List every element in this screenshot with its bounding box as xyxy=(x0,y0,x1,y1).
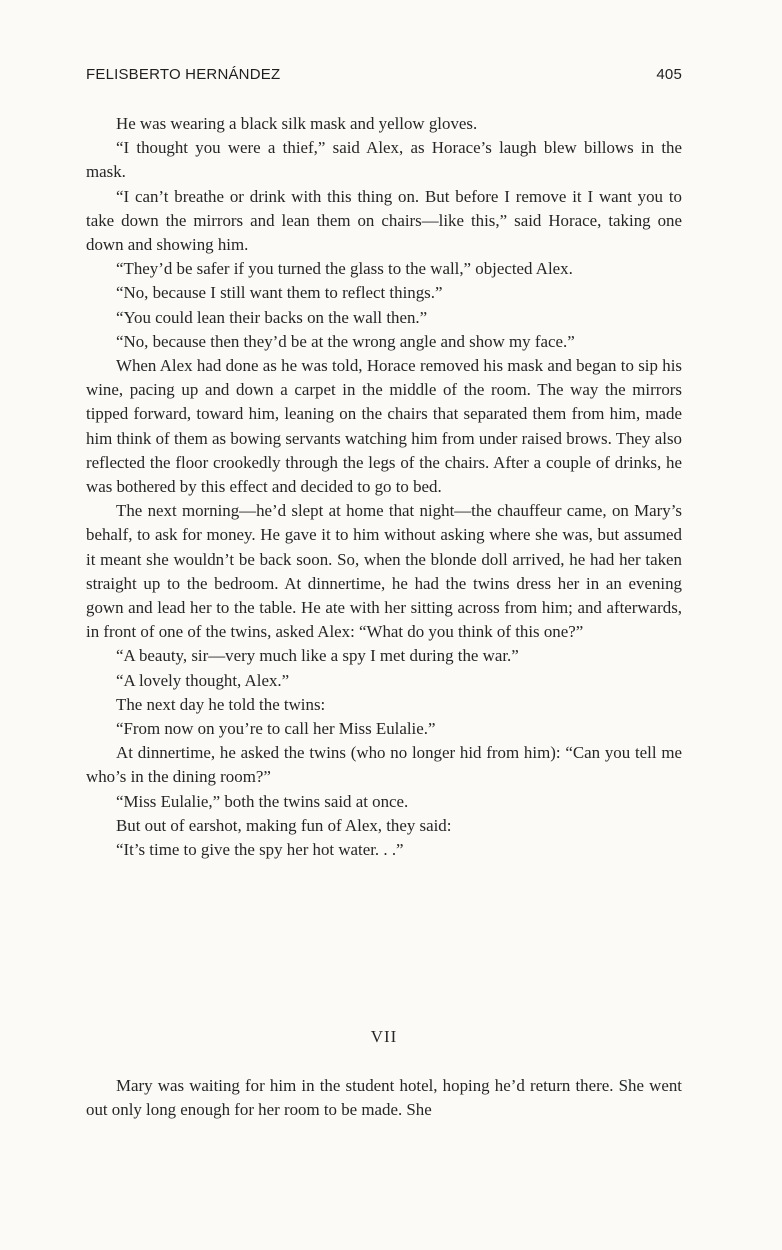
paragraph: “No, because then they’d be at the wrong angle and show my face.” xyxy=(116,331,575,351)
paragraph: “I thought you were a thief,” said Alex, as Horace’s laugh blew billows in the mask. xyxy=(86,138,682,182)
paragraph: Mary was waiting for him in the student hotel, hoping he’d return there. She went out only long enough for her room to be made. She xyxy=(86,1076,682,1120)
paragraph: But out of earshot, making fun of Alex, they said: xyxy=(116,815,452,835)
paragraph: “No, because I still want them to reflect things.” xyxy=(116,283,443,303)
paragraph: “A lovely thought, Alex.” xyxy=(116,670,290,690)
paragraph: “You could lean their backs on the wall then.” xyxy=(116,307,428,327)
section-body xyxy=(86,1074,682,1122)
chapter-body xyxy=(86,112,682,862)
paragraph: When Alex had done as he was told, Horace removed his mask and began to sip his wine, pacing up and down a carpet in the middle of the room. The way the mirrors tipped forward, toward him, leaning on the chairs that separated them from him, made him think of them as bowing servants watching him from under raised brows. They also reflected the floor crookedly through the legs of the chairs. After a couple of drinks, he was bothered by this effect and decided to go to bed. xyxy=(86,356,682,497)
section-heading: VII xyxy=(370,1027,398,1046)
running-head-author: FELISBERTO HERNÁNDEZ xyxy=(86,66,281,83)
paragraph: At dinnertime, he asked the twins (who no longer hid from him): “Can you tell me who’s in the dining room?” xyxy=(86,743,682,787)
paragraph: “They’d be safer if you turned the glass to the wall,” objected Alex. xyxy=(116,259,573,279)
paragraph: He was wearing a black silk mask and yellow gloves. xyxy=(116,114,478,133)
paragraph: “It’s time to give the spy her hot water. . .” xyxy=(116,840,404,860)
paragraph: The next day he told the twins: xyxy=(116,694,326,714)
paragraph: “A beauty, sir—very much like a spy I met during the war.” xyxy=(116,646,519,666)
running-head xyxy=(86,66,682,88)
paragraph: The next morning—he’d slept at home that night—the chauffeur came, on Mary’s behalf, to ask for money. He gave it to him without asking where she was, but assumed it meant she wouldn’t be back soon. So, when the blonde doll arrived, he had her taken straight up to the bedroom. At dinnertime, he had the twins dress her in an evening gown and lead her to the table. He ate with her sitting across from him; and afterwards, in front of one of the twins, asked Alex: “What do you think of this one?” xyxy=(86,501,682,642)
paragraph: “From now on you’re to call her Miss Eulalie.” xyxy=(116,719,436,739)
paragraph: “I can’t breathe or drink with this thing on. But before I remove it I want you to take down the mirrors and lean them on chairs—like this,” said Horace, taking one down and showing him. xyxy=(86,186,682,255)
paragraph: “Miss Eulalie,” both the twins said at once. xyxy=(116,791,409,811)
page-number: 405 xyxy=(656,66,682,83)
